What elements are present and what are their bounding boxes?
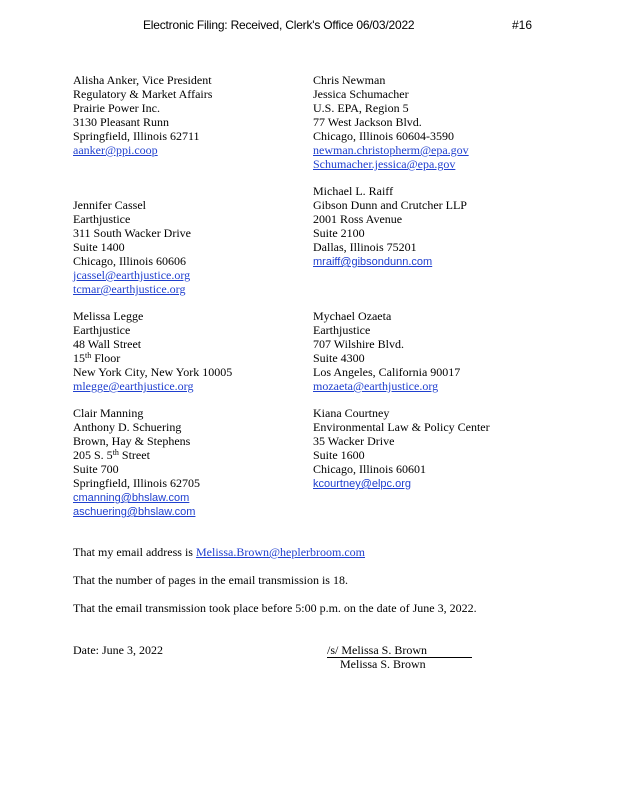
- contact-name: Clair Manning: [73, 406, 144, 420]
- signature-name: Melissa S. Brown: [340, 657, 426, 671]
- email-link[interactable]: kcourtney@elpc.org: [313, 478, 411, 490]
- contact-address: 311 South Wacker Drive: [73, 226, 192, 240]
- contact-org: Earthjustice: [73, 212, 131, 226]
- contact-org: Earthjustice: [73, 323, 131, 337]
- contact-name: Michael L. Raiff: [313, 184, 394, 198]
- statement-email-prefix: That my email address is: [73, 545, 196, 559]
- email-link[interactable]: jcassel@earthjustice.org: [73, 268, 191, 282]
- contact-org: Earthjustice: [313, 323, 371, 337]
- statement-time: That the email transmission took place before 5:00 p.m. on the date of June 3, 2022.: [73, 601, 477, 615]
- filing-header: [0, 18, 618, 34]
- contact-manning: [73, 406, 200, 518]
- email-link[interactable]: cmanning@bhslaw.com: [73, 492, 190, 504]
- contact-suite: Suite 700: [73, 462, 119, 476]
- email-link[interactable]: Schumacher.jessica@epa.gov: [313, 157, 456, 171]
- sender-email-link[interactable]: Melissa.Brown@heplerbroom.com: [195, 545, 366, 559]
- email-link[interactable]: aschuering@bhslaw.com: [73, 506, 196, 518]
- email-link[interactable]: mozaeta@earthjustice.org: [313, 379, 439, 393]
- signature-line: /s/ Melissa S. Brown: [327, 643, 428, 657]
- email-link[interactable]: mraiff@gibsondunn.com: [313, 256, 433, 268]
- contact-name: Anthony D. Schuering: [73, 420, 182, 434]
- contact-address: 707 Wilshire Blvd.: [313, 337, 404, 351]
- contact-cassel: [73, 198, 191, 296]
- contact-suite: Suite 2100: [313, 226, 365, 240]
- contact-name: Alisha Anker, Vice President: [73, 73, 212, 87]
- contact-floor: 15th Floor: [73, 351, 121, 365]
- contact-name: Jessica Schumacher: [313, 87, 409, 101]
- contact-address: 77 West Jackson Blvd.: [313, 115, 422, 129]
- contact-address: 48 Wall Street: [73, 337, 142, 351]
- contact-address: 2001 Ross Avenue: [313, 212, 403, 226]
- contact-org: Brown, Hay & Stephens: [73, 434, 191, 448]
- contact-ozaeta: [313, 309, 460, 393]
- contact-org: Gibson Dunn and Crutcher LLP: [313, 198, 467, 212]
- signature-date: Date: June 3, 2022: [73, 643, 163, 657]
- contact-address: 205 S. 5th Street: [73, 448, 150, 462]
- email-link[interactable]: mlegge@earthjustice.org: [73, 379, 194, 393]
- contact-anker: [73, 73, 212, 157]
- contact-suite: Suite 1600: [313, 448, 365, 462]
- contact-title: Regulatory & Market Affairs: [73, 87, 213, 101]
- contact-org: Prairie Power Inc.: [73, 101, 160, 115]
- contact-name: Melissa Legge: [73, 309, 144, 323]
- contact-suite: Suite 4300: [313, 351, 365, 365]
- contact-city: Springfield, Illinois 62705: [73, 476, 200, 490]
- contact-city: Los Angeles, California 90017: [313, 365, 461, 379]
- filing-stamp: Electronic Filing: Received, Clerk's Office 06/03/2022: [143, 18, 415, 32]
- statement-email: [73, 545, 365, 560]
- contact-city: Chicago, Illinois 60604-3590: [313, 129, 454, 143]
- contact-name: Chris Newman: [313, 73, 386, 87]
- contact-address: 35 Wacker Drive: [313, 434, 395, 448]
- contact-raiff: [313, 184, 467, 268]
- email-link[interactable]: tcmar@earthjustice.org: [73, 282, 186, 296]
- contact-name: Mychael Ozaeta: [313, 309, 392, 323]
- contact-city: Springfield, Illinois 62711: [73, 129, 200, 143]
- contact-suite: Suite 1400: [73, 240, 125, 254]
- contact-org: Environmental Law & Policy Center: [313, 420, 490, 434]
- statement-pages: That the number of pages in the email transmission is 18.: [73, 573, 348, 587]
- filing-number: #16: [512, 18, 533, 32]
- contact-city: Chicago, Illinois 60601: [313, 462, 426, 476]
- contact-city: Dallas, Illinois 75201: [313, 240, 417, 254]
- contact-courtney: [313, 406, 490, 490]
- contact-name: Jennifer Cassel: [73, 198, 146, 212]
- contact-name: Kiana Courtney: [313, 406, 390, 420]
- contact-org: U.S. EPA, Region 5: [313, 101, 409, 115]
- email-link[interactable]: newman.christopherm@epa.gov: [313, 143, 469, 157]
- contact-city: Chicago, Illinois 60606: [73, 254, 186, 268]
- contact-legge: [73, 309, 232, 393]
- contact-newman: [313, 73, 469, 171]
- email-link[interactable]: aanker@ppi.coop: [73, 143, 158, 157]
- contact-address: 3130 Pleasant Runn: [73, 115, 169, 129]
- contact-city: New York City, New York 10005: [73, 365, 233, 379]
